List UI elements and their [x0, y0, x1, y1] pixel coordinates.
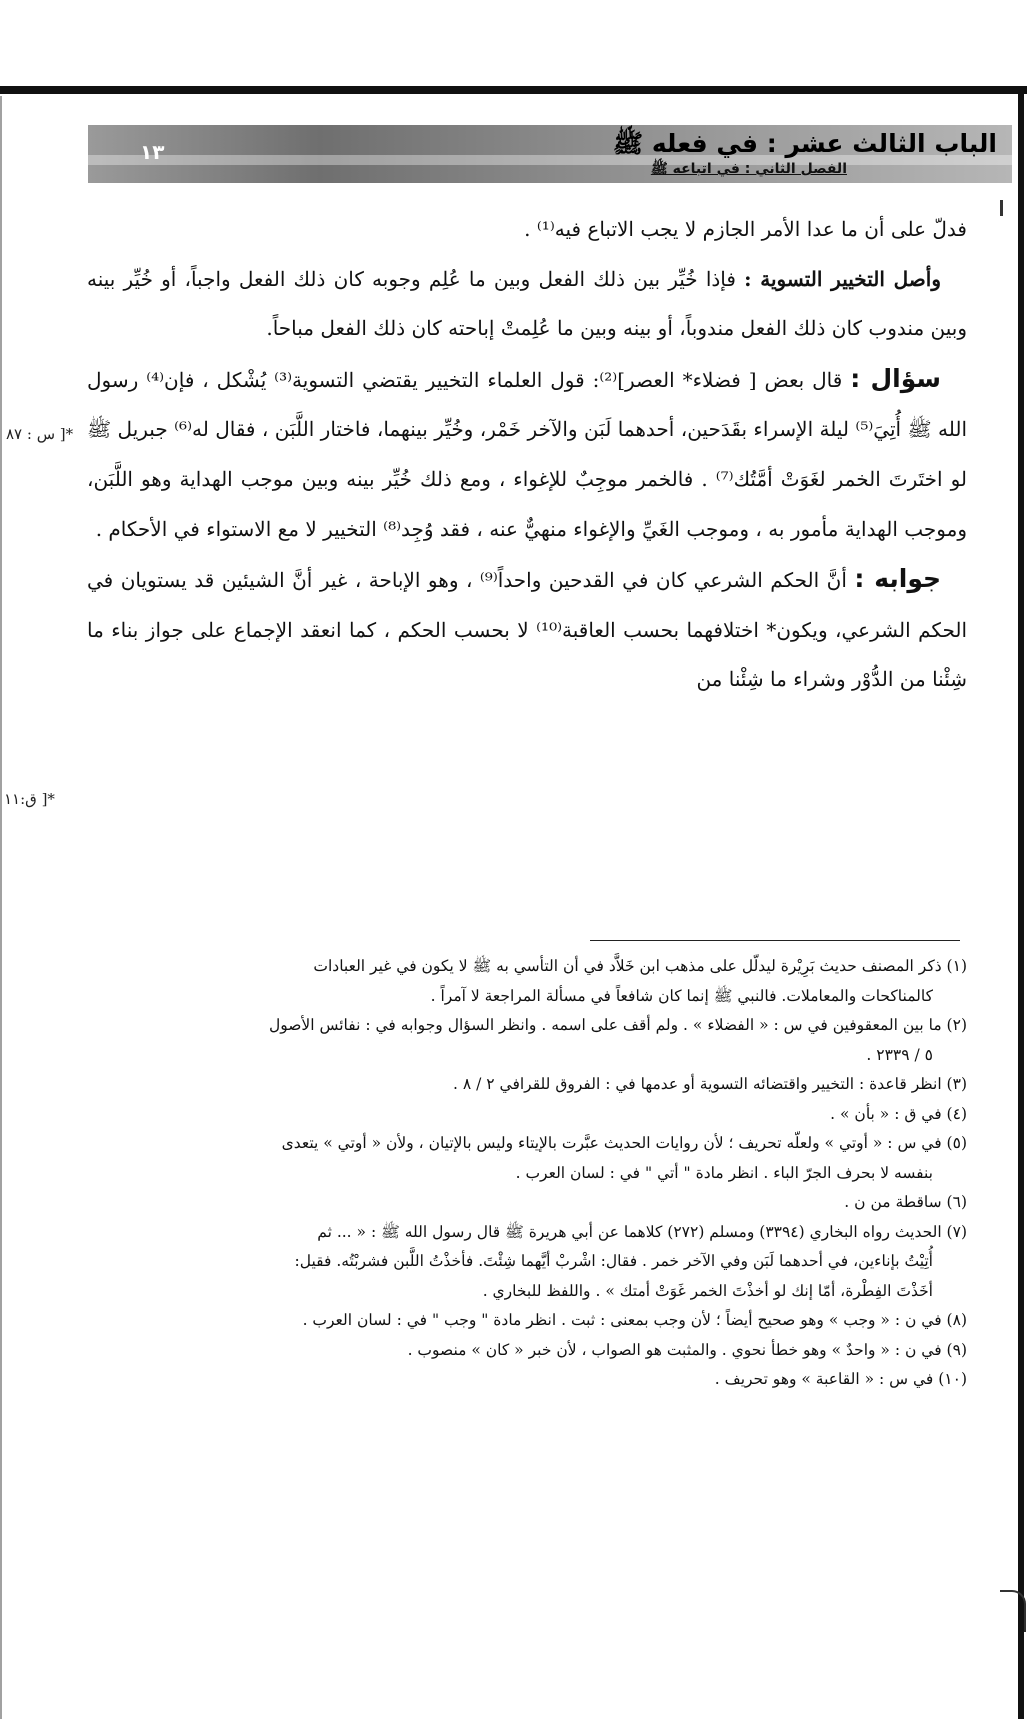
answer-text: أنَّ الحكم الشرعي كان في القدحين واحداً⁽⁹⁾ ، وهو الإباحة ، غير أنَّ الشيئين قد يستويان في الحكم الشرعي، ويكون* اختلافهما بحسب العاقبة⁽¹⁰⁾ لا بحسب الحكم ، كما انعقد الإجماع على جواز بناء ما شِئْنا من الدُّوْر وشراء ما شِئْنا من: [87, 568, 968, 692]
margin-note-q: *[ ق:١١: [4, 790, 55, 808]
page-number: ١٣: [140, 140, 165, 164]
section-title: الفصل الثاني : في اتباعه ﷺ: [650, 161, 847, 177]
footnote-separator: [590, 940, 960, 941]
footnote-line: (٤) في ق : « بأن » .: [830, 1104, 967, 1123]
margin-note-s: *[ س : ٨٧: [6, 425, 74, 443]
question-paragraph: [87, 354, 967, 554]
answer-label: جوابه :: [854, 564, 942, 594]
binding-curve-mark: [1000, 1590, 1026, 1632]
footnote-line: أُتِيْتُ بإناءين، في أحدهما لَبَن وفي الآخر خمر . فقال: اشْربْ أيَّهما شِئْتَ. فأخذْتُ اللَّبن فشربْتُه. فقيل:: [294, 1252, 933, 1270]
footnote-line: (٧) الحديث رواه البخاري (٣٣٩٤) ومسلم (٢٧٢) كلاهما عن أبي هريرة ﷺ قال رسول الله ﷺ : « ... ثم: [317, 1222, 967, 1241]
footnote-line: (٢) ما بين المعقوفين في س : « الفضلاء » . ولم أقف على اسمه . وانظر السؤال وجوابه في : نفائس الأصول: [268, 1016, 967, 1034]
footnote-line: (٥) في س : « أوتي » ولعلّه تحريف ؛ لأن روايات الحديث عبَّرت بالإيتاء وليس بالإتيان ، ولأن « أوتي » يتعدى: [281, 1134, 967, 1152]
footnotes: [77, 952, 967, 1395]
page-edge-shadow: [0, 96, 2, 1719]
footnote-line: كالمناكحات والمعاملات. فالنبي ﷺ إنما كان شافعاً في مسألة المراجعة لا آمراً .: [430, 986, 933, 1005]
paragraph-2-label: وأصل التخيير التسوية :: [744, 266, 941, 291]
paragraph-1: فدلّ على أن ما عدا الأمر الجازم لا يجب الاتباع فيه⁽¹⁾ .: [524, 217, 967, 241]
paragraph-2: [87, 255, 967, 354]
footnote-line: (١٠) في س : « القاعبة » وهو تحريف .: [714, 1370, 967, 1388]
footnote-line: (٨) في ن : « وجب » وهو صحيح أيضاً ؛ لأن وجب بمعنى : ثبت . انظر مادة " وجب " في : لسان العرب .: [302, 1311, 967, 1329]
chapter-title: الباب الثالث عشر : في فعله ﷺ: [612, 129, 997, 158]
binding-mark: [1000, 200, 1003, 216]
footnote-line: بنفسه لا بحرف الجرّ الباء . انظر مادة " أتي " في : لسان العرب .: [515, 1163, 933, 1182]
footnote-line: ٥ / ٢٣٣٩ .: [866, 1045, 933, 1064]
main-text: [87, 205, 967, 705]
footnote-line: أخَذْتَ الفِطْرة، أمّا إنك لو أخذْتَ الخمر غَوَتْ أمتك » . واللفظ للبخاري .: [482, 1281, 933, 1300]
right-border-rule: [1018, 86, 1024, 1719]
footnote-line: (١) ذكر المصنف حديث بَرِيْرة ليدلّل على مذهب ابن خَلاَّد في أن التأسي به ﷺ لا يكون في غير العبادات: [313, 957, 967, 975]
footnote-line: (٦) ساقطة من ن .: [844, 1193, 967, 1211]
paragraph-2-text: فإذا خُيِّر بين ذلك الفعل وبين ما عُلِم وجوبه كان ذلك الفعل واجباً، أو خُيِّر بينه وبين مندوب كان ذلك الفعل مندوباً، أو بينه وبين ما عُلِمتْ إباحته كان ذلك الفعل مباحاً.: [87, 266, 967, 341]
footnote-line: (٣) انظر قاعدة : التخيير واقتضائه التسوية أو عدمها في : الفروق للقرافي ٢ / ٨ .: [453, 1075, 967, 1093]
footnote-line: (٩) في ن : « واحدٌ » وهو خطأ نحوي . والمثبت هو الصواب ، لأن خبر « كان » منصوب .: [407, 1340, 967, 1359]
answer-paragraph: [87, 554, 967, 705]
question-text: قال بعض [ فضلاء* العصر]⁽²⁾: قول العلماء التخيير يقتضي التسوية⁽³⁾ يُشْكل ، فإن⁽⁴⁾ رسول الله ﷺ أُتِيَ⁽⁵⁾ ليلة الإسراء بقَدَحين، أحدهما لَبَن والآخر خَمْر، وخُيِّر بينهما، فاختار اللَّبَن ، فقال له⁽⁶⁾ جبريل ﷺ لو اختَرتَ الخمر لغَوَتْ أمَّتُك⁽⁷⁾ . فالخمر موجِبٌ للإغواء ، ومع ذلك خُيِّر بينه وبين موجب الهداية وهو اللَّبَن، وموجب الهداية مأمور به ، وموجب الغَيِّ والإغواء منهيٌّ عنه ، فقد وُجِد⁽⁸⁾ التخيير لا مع الاستواء في الأحكام .: [87, 367, 968, 541]
question-label: سؤال :: [850, 363, 941, 393]
top-border-rule: [0, 86, 1027, 94]
